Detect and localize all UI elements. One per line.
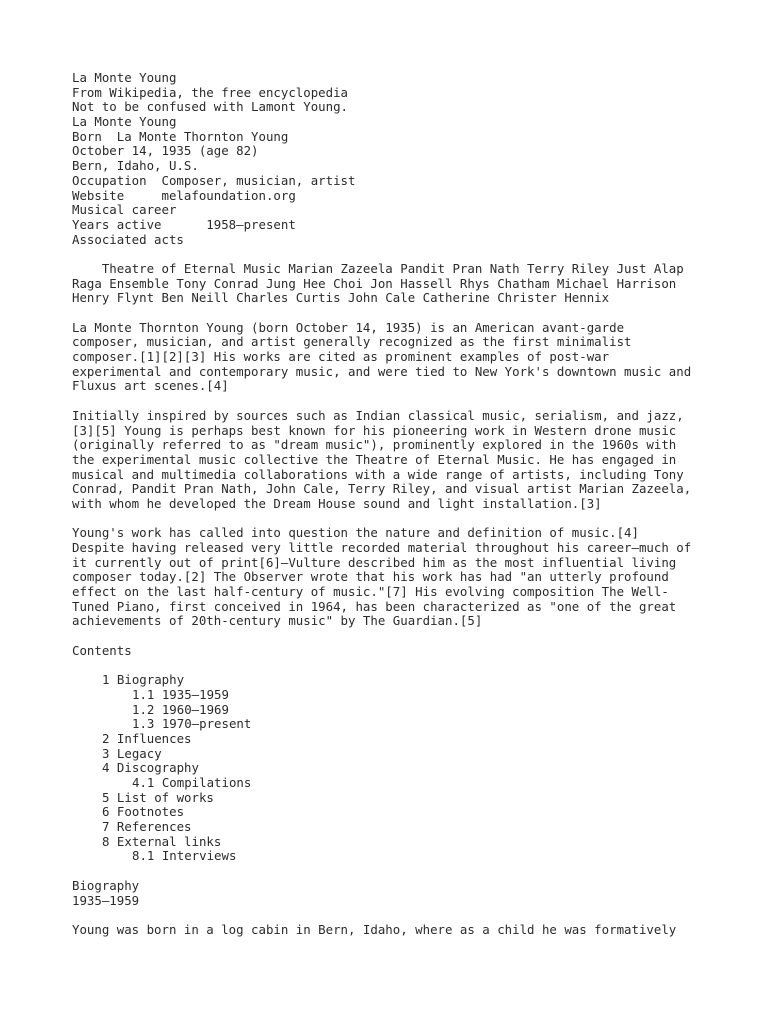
biography-paragraph	[72, 923, 732, 938]
paragraph-line: Young's work has called into question the nature and definition of music.[4]	[72, 525, 639, 541]
infobox-associated-acts-label: Associated acts	[72, 231, 184, 247]
infobox-musical-career: Musical career	[72, 202, 177, 218]
paragraph-line: Henry Flynt Ben Neill Charles Curtis John Cale Catherine Christer Hennix	[72, 290, 610, 306]
paragraph-line: Initially inspired by sources such as Indian classical music, serialism, and jazz,	[72, 407, 684, 423]
biography-subheading: 1935–1959	[72, 892, 140, 908]
infobox-website: Website melafoundation.org	[72, 187, 296, 203]
paragraph-line: Tuned Piano, first conceived in 1964, has been characterized as "one of the great	[72, 598, 677, 614]
paragraph-line: composer, musician, and artist generally recognized as the first minimalist	[72, 334, 632, 350]
infobox-name: La Monte Young	[72, 114, 177, 130]
paragraph-line: experimental and contemporary music, and were tied to New York's downtown music and	[72, 363, 692, 379]
infobox-years-active: Years active 1958–present	[72, 216, 296, 232]
inspiration-paragraph	[72, 409, 732, 512]
paragraph-line: Despite having released very little recorded material throughout his career—much of	[72, 540, 692, 555]
disambiguation-note: Not to be confused with Lamont Young.	[72, 99, 349, 115]
paragraph-line: musical and multimedia collaborations with a wide range of artists, including Tony	[72, 466, 684, 482]
toc-item-list-of-works[interactable]: 5 List of works	[102, 789, 214, 805]
document-page	[72, 71, 732, 938]
paragraph-line: it currently out of print[6]—Vulture described him as the most influential living	[72, 554, 677, 570]
paragraph-line: [3][5] Young is perhaps best known for his pioneering work in Western drone music	[72, 422, 677, 438]
table-of-contents	[72, 673, 732, 864]
paragraph-line: Young was born in a log cabin in Bern, Idaho, where as a child he was formatively	[72, 921, 677, 937]
toc-item-interviews[interactable]: 8.1 Interviews	[132, 848, 237, 864]
infobox-occupation: Occupation Composer, musician, artist	[72, 172, 356, 188]
paragraph-line: composer today.[2] The Observer wrote that his work has had "an utterly profound	[72, 569, 669, 585]
paragraph-line: effect on the last half-century of music."[7] His evolving composition The Well-	[72, 584, 669, 600]
infobox-birthdate: October 14, 1935 (age 82)	[72, 143, 259, 159]
toc-item-compilations[interactable]: 4.1 Compilations	[132, 775, 252, 790]
paragraph-line: Conrad, Pandit Pran Nath, John Cale, Terry Riley, and visual artist Marian Zazeela,	[72, 481, 692, 497]
paragraph-line: Raga Ensemble Tony Conrad Jung Hee Choi Jon Hassell Rhys Chatham Michael Harrison	[72, 275, 677, 291]
biography-heading: Biography	[72, 877, 140, 893]
source-line: From Wikipedia, the free encyclopedia	[72, 84, 349, 100]
paragraph-line: (originally referred to as "dream music"), prominently explored in the 1960s with	[72, 437, 677, 453]
paragraph-line: the experimental music collective the Theatre of Eternal Music. He has engaged in	[72, 451, 677, 467]
toc-item-legacy[interactable]: 3 Legacy	[102, 745, 162, 761]
toc-item-external-links[interactable]: 8 External links	[102, 833, 222, 849]
toc-item-references[interactable]: 7 References	[102, 819, 192, 835]
article-title: La Monte Young	[72, 70, 177, 85]
toc-item-1960-1969[interactable]: 1.2 1960–1969	[132, 701, 229, 717]
paragraph-line: La Monte Thornton Young (born October 14, 1935) is an American avant-garde	[72, 319, 625, 335]
toc-item-biography[interactable]: 1 Biography	[102, 672, 185, 688]
toc-item-influences[interactable]: 2 Influences	[102, 730, 192, 746]
intro-paragraph	[72, 321, 732, 394]
toc-item-discography[interactable]: 4 Discography	[102, 760, 199, 776]
paragraph-line: composer.[1][2][3] His works are cited as prominent examples of post-war	[72, 349, 610, 365]
paragraph-line: achievements of 20th-century music" by The Guardian.[5]	[72, 613, 483, 629]
associated-acts-paragraph	[72, 262, 732, 306]
infobox-header	[72, 71, 732, 247]
toc-item-1935-1959[interactable]: 1.1 1935–1959	[132, 686, 229, 702]
paragraph-line: Fluxus art scenes.[4]	[72, 378, 229, 394]
paragraph-line: with whom he developed the Dream House sound and light installation.[3]	[72, 495, 602, 511]
toc-item-footnotes[interactable]: 6 Footnotes	[102, 804, 185, 820]
work-paragraph	[72, 526, 732, 629]
paragraph-line: Theatre of Eternal Music Marian Zazeela Pandit Pran Nath Terry Riley Just Alap	[72, 260, 684, 276]
infobox-born: Born La Monte Thornton Young	[72, 128, 289, 144]
toc-item-1970-present[interactable]: 1.3 1970–present	[132, 716, 252, 732]
infobox-birthplace: Bern, Idaho, U.S.	[72, 158, 199, 174]
contents-heading: Contents	[72, 642, 132, 658]
